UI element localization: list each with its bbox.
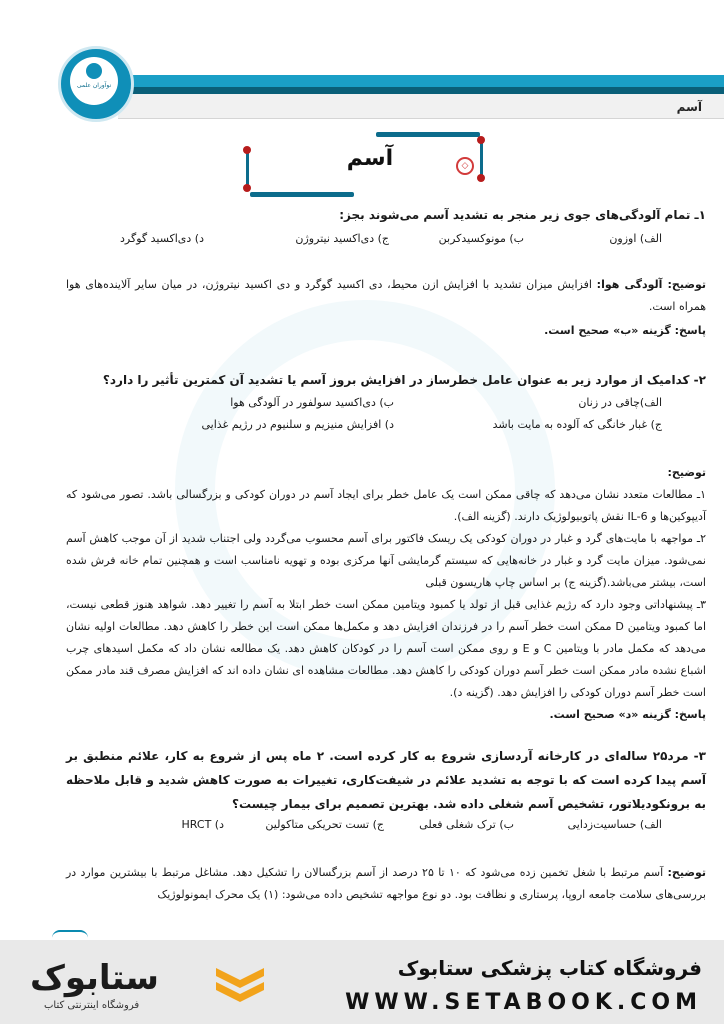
q1-option-a: الف) اوزون: [609, 232, 662, 245]
q2-option-d: د) افزایش منیزیم و سلنیوم در رژیم غذایی: [201, 418, 394, 431]
store-name: فروشگاه کتاب پزشکی ستابوک: [397, 956, 702, 980]
q3-option-b: ب) ترک شغلی فعلی: [419, 818, 514, 831]
q1-answer: پاسخ: گزینه «ب» صحیح است.: [544, 324, 706, 337]
q1-explanation-text: افزایش میزان تشدید با افزایش ازن محیط، دی اکسید گوگرد و دی اکسید نیتروژن، در میان سایر آلاینده‌های هوا همراه است.: [66, 278, 706, 313]
q1-explanation-label: توضیح: آلودگی هوا:: [596, 278, 707, 291]
q3-option-c: ج) تست تحریکی متاکولین: [265, 818, 384, 831]
question-1: ۱ـ تمام آلودگی‌های جوی زیر منجر به تشدید آسم می‌شوند بجز:: [339, 208, 706, 222]
chevron-logo-icon: [212, 962, 268, 1010]
frame-line-left: [246, 150, 249, 186]
q3-explanation: [66, 862, 706, 906]
q2-option-c: ج) غبار خانگی که آلوده به مایت باشد: [492, 418, 662, 431]
header-title: آسم: [676, 100, 702, 114]
frame-dot: [477, 136, 485, 144]
question-3: ۳- مرد۲۵ ساله‌ای در کارخانه آردسازی شروع به کار کرده است. ۲ ماه پس از شروع به کار، علائم منطبق بر آسم پیدا کرده است که با توجه به تشدید علائم در شیفت‌کاری، تغییرات به صورت کاهش شدید و قابل ملاحظه به برونکودیلاتور، تشخیص آسم شغلی داده شد. بهترین تصمیم برای بیمار چیست؟: [66, 749, 706, 811]
q1-option-d: د) دی‌اکسید گوگرد: [119, 232, 204, 245]
q2-explanation-p2: ۲ـ مواجهه با مایت‌های گرد و غبار در دوران کودکی یک ریسک فاکتور برای آسم محسوب می‌گردد ولی اجتناب شدید از آن موجب کاهش آسم نمی‌شود. میزان مایت گرد و غبار در خانه‌هایی که سیستم گرمایشی آنها مرکزی بوده و تهویه نامناسب است و همچنین تمام خانه فرش شده است، بیشتر می‌باشد.(گزینه ج) بر اساس چاپ هاریسون قبلی: [66, 532, 706, 589]
q3-option-a: الف) حساسیت‌زدایی: [567, 818, 662, 831]
header-band: [118, 75, 724, 87]
frame-line-right: [480, 140, 483, 176]
q2-explanation-label: توضیح:: [667, 466, 706, 479]
q2-answer: پاسخ: گزینه «د» صحیح است.: [549, 708, 706, 721]
q2-option-a: الف)چاقی در زنان: [578, 396, 662, 409]
header-band-dark: [118, 87, 724, 94]
frame-dot: [243, 184, 251, 192]
q2-explanation-p1: ۱ـ مطالعات متعدد نشان می‌دهد که چاقی ممکن است یک عامل خطر برای ایجاد آسم در دوران کودکی و بزرگسالی باشد. تصور می‌شود که آدیپوکین‌ها و IL-6 نقش پاتوبیولوژیک دارند. (گزینه الف).: [66, 488, 706, 523]
q1-option-b: ب) مونوکسیدکربن: [438, 232, 524, 245]
q2-option-b: ب) دی‌اکسید سولفور در آلودگی هوا: [230, 396, 394, 409]
frame-dot: [477, 174, 485, 182]
header-tab: [118, 94, 724, 119]
chapter-title: آسم: [346, 146, 394, 171]
q3-explanation-label: توضیح:: [667, 866, 706, 879]
store-logo: ستابوک: [30, 958, 159, 998]
question-2: ۲- کدامیک از موارد زیر به عنوان عامل خطرساز در افزایش بروز آسم یا تشدید آن کمترین تأثیر را دارد؟: [102, 373, 706, 387]
store-url[interactable]: WWW.SETABOOK.COM: [345, 990, 702, 1015]
frame-bar-bottom: [250, 192, 354, 197]
store-logo-subtitle: فروشگاه اینترنتی کتاب: [44, 1000, 140, 1011]
q1-explanation: [66, 274, 706, 318]
q1-option-c: ج) دی‌اکسید نیتروژن: [295, 232, 389, 245]
chapter-badge-icon: ◇: [456, 157, 474, 175]
frame-bar-top: [376, 132, 480, 137]
frame-dot: [243, 146, 251, 154]
publisher-logo-text: نوآوران علمی: [76, 82, 112, 89]
q3-option-d: د) HRCT: [181, 818, 224, 831]
heart-icon: [86, 63, 102, 79]
q3-explanation-text: آسم مرتبط با شغل تخمین زده می‌شود که ۱۰ تا ۲۵ درصد از آسم بزرگسالان را تشکیل دهد. مشاغل مرتبط با بیشترین موارد در بررسی‌های سلامت جامعه اروپا، پرستاری و نظافت بود. دو نوع مواجهه تشخیص داده می‌شود: (۱) یک محرک ایمونولوژیک: [66, 866, 706, 901]
q2-explanation-p3: ۳ـ پیشنهاداتی وجود دارد که رژیم غذایی قبل از تولد یا کمبود ویتامین ممکن است خطر ابتلا به آسم را تغییر دهد. شواهد هنوز قطعی نیست، اما کمبود ویتامین D ممکن است خطر آسم را در فرزندان افزایش دهد و مکمل‌ها ممکن است این خطر را کاهش دهد. مطالعات اولیه نشان می‌دهد که مکمل مادر با ویتامین C و E و روی ممکن است آسم را در کودکان کاهش دهد. یک مطالعه نشان داد که مکمل اسیدهای چرب اشباع نشده مادر ممکن است خطر آسم دوران کودکی را کاهش دهد. مطالعات مشاهده ای نشان داده اند که افزایش مصرف قند مادر ممکن است خطر آسم دوران کودکی را افزایش دهد. (گزینه د).: [66, 598, 707, 699]
